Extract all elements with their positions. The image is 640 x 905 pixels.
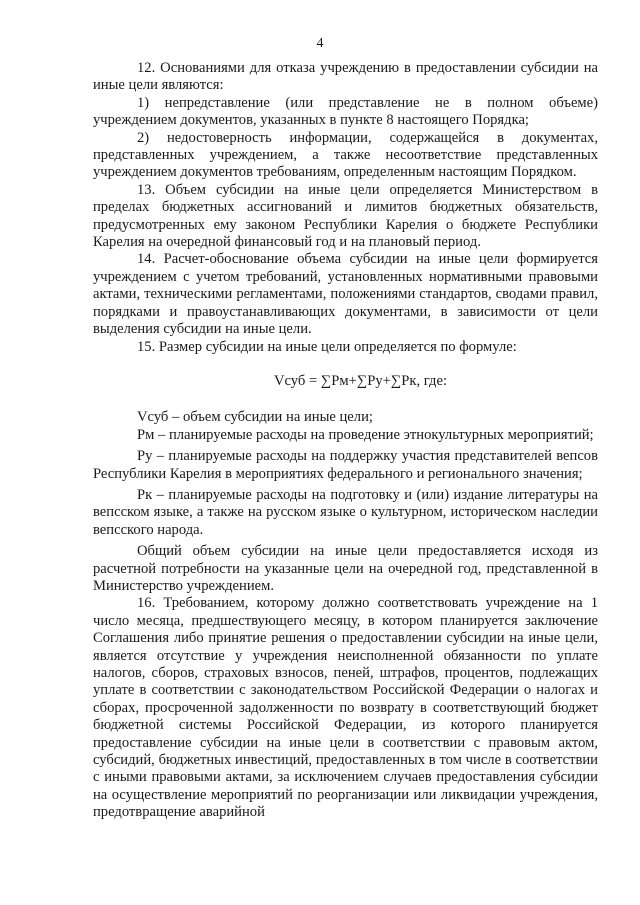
definition-rk: Рк – планируемые расходы на подготовку и (или) издание литературы на вепсском языке, а также на русском языке о культурном, историческом наследии вепсского народа. [93,486,598,538]
paragraph-12-item-2: 2) недостоверность информации, содержащейся в документах, представленных учреждением, а также несоответствие представленных учреждением документов требованиям, определенным настоящим Порядком. [93,129,598,181]
paragraph-14: 14. Расчет-обоснование объема субсидии на иные цели формируется учреждением с учетом требований, установленных нормативными правовыми актами, техническими регламентами, положениями стандартов, сводами правил, порядками и правоустанавливающих документами, в зависимости от цели выделения субсидии на иные цели. [93,251,598,338]
page-number: 4 [316,36,324,51]
paragraph-12: 12. Основаниями для отказа учреждению в предоставлении субсидии на иные цели являются: [93,60,598,94]
paragraph-15: 15. Размер субсидии на иные цели определяется по формуле: [137,338,517,355]
paragraph-12-item-1: 1) непредставление (или представление не в полном объеме) учреждением документов, указанных в пункте 8 настоящего Порядка; [93,94,598,129]
subsidy-formula: Vсуб = ∑Рм+∑Ру+∑Рк, где: [273,372,448,389]
paragraph-16: 16. Требованием, которому должно соответствовать учреждение на 1 число месяца, предшествующего месяцу, в котором планируется заключение Соглашения либо принятие решения о предоставлении субсидии на иные цели, является отсутствие у учреждения неисполненной обязанности по уплате налогов, сборов, страховых взносов, пеней, штрафов, процентов, подлежащих уплате в соответствии с законодательством Российской Федерации о налогах и сборах, просроченной задолженности по возврату в соответствующий бюджет бюджетной системы Российской Федерации, из которого планируется предоставление субсидии на иные цели в соответствии с правовым актом, субсидий, бюджетных инвестиций, предоставленных в том числе в соответствии с иными правовыми актами, за исключением случаев предоставления субсидии на осуществление мероприятий по реорганизации или ликвидации учреждения, предотвращение аварийной [93,595,598,821]
total-subsidy-paragraph: Общий объем субсидии на иные цели предоставляется исходя из расчетной потребности на указанные цели на очередной год, представленной в Министерство учреждением. [93,543,598,594]
definition-rm: Рм – планируемые расходы на проведение этнокультурных мероприятий; [137,426,594,443]
document-body [93,60,598,822]
definition-vsub: Vсуб – объем субсидии на иные цели; [137,409,373,426]
paragraph-13: 13. Объем субсидии на иные цели определяется Министерством в пределах бюджетных ассигнований и лимитов бюджетных обязательств, предусмотренных ему законом Республики Карелия о бюджете Республики Карелия на очередной финансовый год и на плановый период. [93,181,598,251]
definition-ru: Ру – планируемые расходы на поддержку участия представителей вепсов Республики Карелия в мероприятиях федерального и регионального значения; [93,448,598,482]
